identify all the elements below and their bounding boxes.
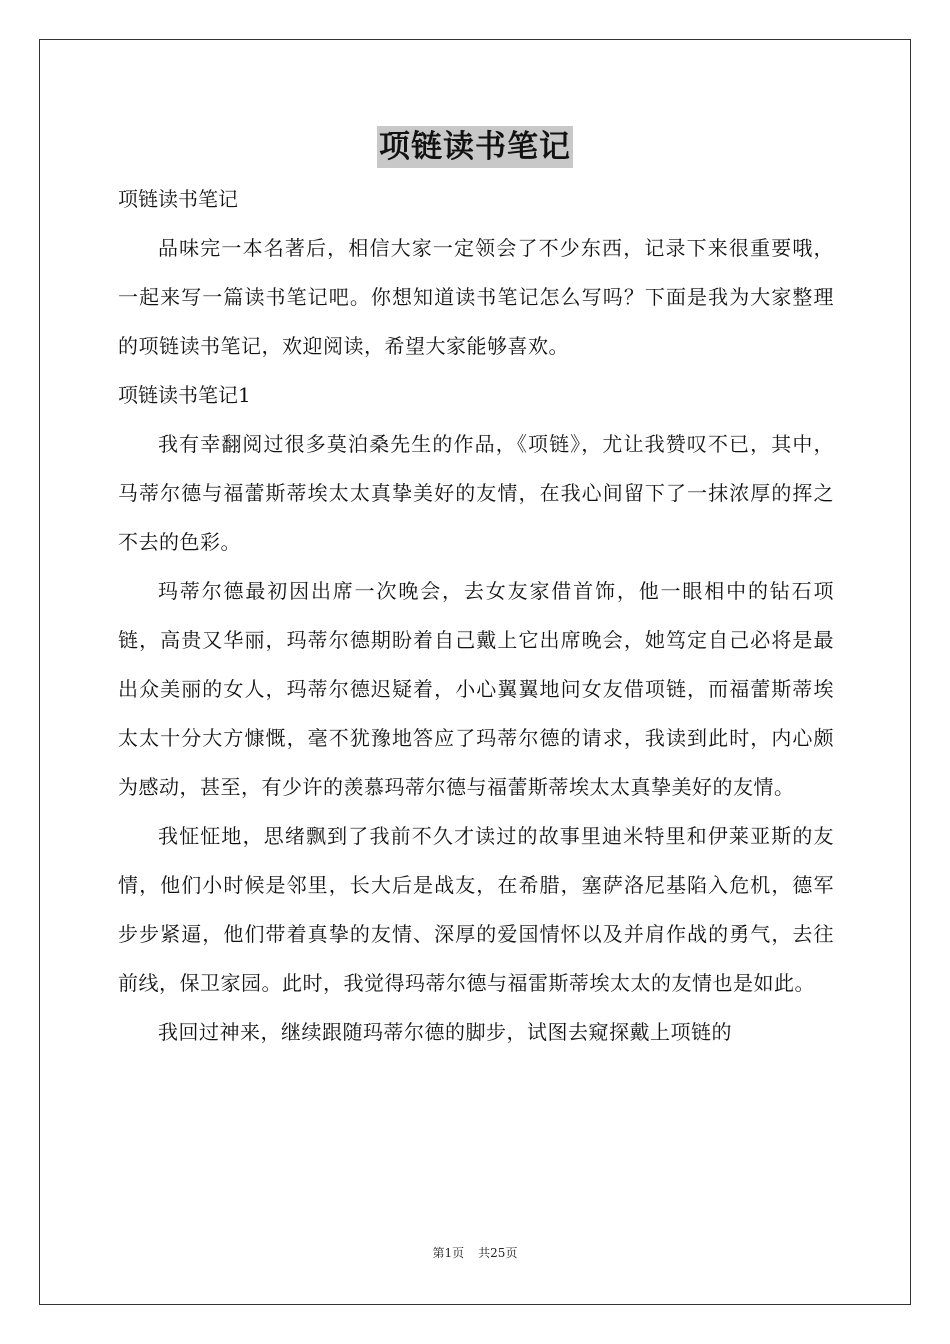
body-paragraph: 玛蒂尔德最初因出席一次晚会，去女友家借首饰，他一眼相中的钻石项链，高贵又华丽，玛蒂尔德期盼着自己戴上它出席晚会，她笃定自己必将是最出众美丽的女人，玛蒂尔德迟疑着，小心翼翼地问女友借项链，而福蕾斯蒂埃太太十分大方慷慨，毫不犹豫地答应了玛蒂尔德的请求，我读到此时，内心颇为感动，甚至，有少许的羡慕玛蒂尔德与福蕾斯蒂埃太太真挚美好的友情。 [118,579,834,799]
body-paragraph: 我怔怔地，思绪飘到了我前不久才读过的故事里迪米特里和伊莱亚斯的友情，他们小时候是邻里，长大后是战友，在希腊，塞萨洛尼基陷入危机，德军步步紧逼，他们带着真挚的友情、深厚的爱国情怀以及并肩作战的勇气，去往前线，保卫家园。此时，我觉得玛蒂尔德与福雷斯蒂埃太太的友情也是如此。 [118,824,834,995]
document-title: 项链读书笔记 [377,126,573,168]
page-total: 共25页 [478,1246,518,1260]
page-number: 第1页 [432,1246,465,1260]
page-footer [0,1244,950,1261]
body-paragraph: 我有幸翻阅过很多莫泊桑先生的作品，《项链》，尤让我赞叹不已，其中，马蒂尔德与福蕾斯蒂埃太太真挚美好的友情，在我心间留下了一抹浓厚的挥之不去的色彩。 [118,432,834,554]
document-subtitle: 项链读书笔记 [118,187,238,211]
body-paragraph: 我回过神来，继续跟随玛蒂尔德的脚步，试图去窥探戴上项链的 [158,1020,732,1044]
title-container [0,126,950,168]
intro-paragraph: 品味完一本名著后，相信大家一定领会了不少东西，记录下来很重要哦，一起来写一篇读书笔记吧。你想知道读书笔记怎么写吗？下面是我为大家整理的项链读书笔记，欢迎阅读，希望大家能够喜欢。 [118,236,834,358]
document-body [118,175,834,1057]
section-heading: 项链读书笔记1 [118,383,251,407]
